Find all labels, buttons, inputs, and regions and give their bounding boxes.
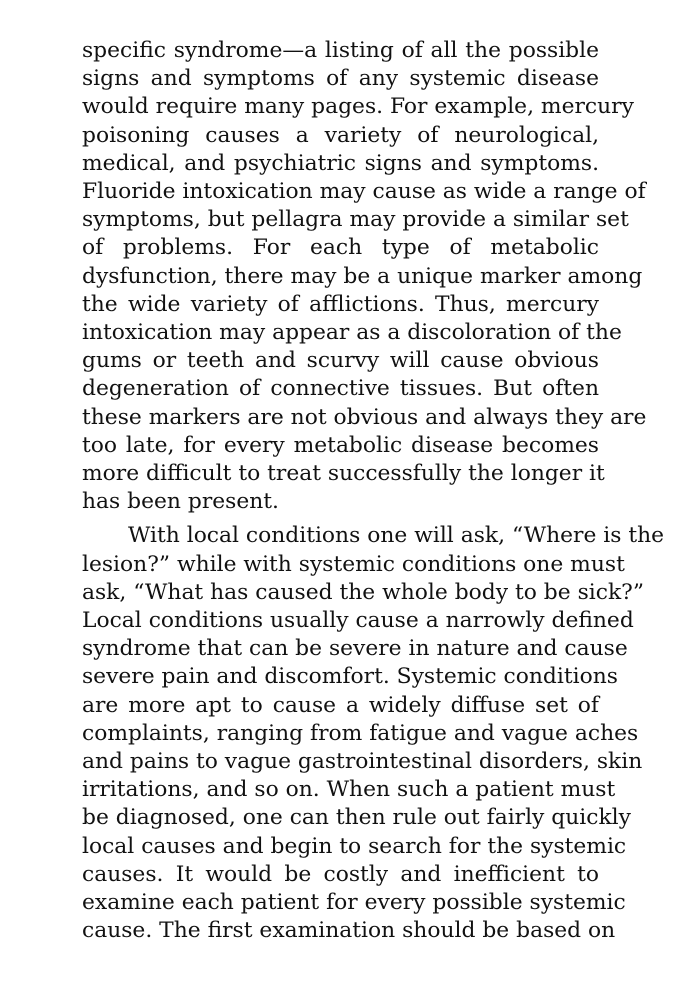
text-line: Fluoride intoxication may cause as wide a range of [82, 179, 646, 205]
text-line: Local conditions usually cause a narrowly defined [82, 608, 634, 634]
text-line: of problems. For each type of metabolic [82, 235, 599, 261]
text-line: severe pain and discomfort. Systemic conditions [82, 664, 618, 690]
text-line: causes. It would be costly and inefficient to [82, 861, 599, 887]
text-line: gums or teeth and scurvy will cause obvious [82, 348, 599, 374]
text-line: be diagnosed, one can then rule out fairly quickly [82, 805, 631, 831]
text-line: and pains to vague gastrointestinal disorders, skin [82, 749, 643, 775]
text-line: too late, for every metabolic disease becomes [82, 432, 599, 458]
text-line: signs and symptoms of any systemic disease [82, 66, 599, 92]
paragraph-1 [82, 37, 647, 516]
text-line: examine each patient for every possible systemic [82, 890, 626, 916]
text-line: irritations, and so on. When such a patient must [82, 777, 616, 803]
book-page [82, 37, 665, 946]
text-line: are more apt to cause a widely diffuse set of [82, 692, 599, 718]
text-line: cause. The first examination should be based on [82, 918, 616, 944]
text-line: more difficult to treat successfully the longer it [82, 461, 605, 487]
text-line: syndrome that can be severe in nature and cause [82, 636, 628, 662]
text-line: dysfunction, there may be a unique marker among [82, 263, 643, 289]
paragraph-2 [82, 522, 665, 945]
text-line: has been present. [82, 489, 279, 515]
text-line: symptoms, but pellagra may provide a similar set [82, 207, 629, 233]
text-line: degeneration of connective tissues. But often [82, 376, 599, 402]
text-line: would require many pages. For example, mercury [82, 94, 634, 120]
text-line: ask, “What has caused the whole body to be sick?” [82, 579, 644, 605]
text-line: local causes and begin to search for the systemic [82, 833, 627, 859]
text-line: the wide variety of afflictions. Thus, mercury [82, 291, 599, 317]
text-line: With local conditions one will ask, “Where is the [128, 523, 665, 549]
text-line: complaints, ranging from fatigue and vague aches [82, 720, 639, 746]
text-line: these markers are not obvious and always they are [82, 404, 647, 430]
text-line: specific syndrome—a listing of all the possible [82, 38, 599, 63]
text-line: medical, and psychiatric signs and symptoms. [82, 150, 599, 176]
text-line: intoxication may appear as a discoloration of the [82, 320, 622, 346]
text-line: poisoning causes a variety of neurological, [82, 122, 599, 148]
text-line: lesion?” while with systemic conditions one must [82, 551, 625, 577]
